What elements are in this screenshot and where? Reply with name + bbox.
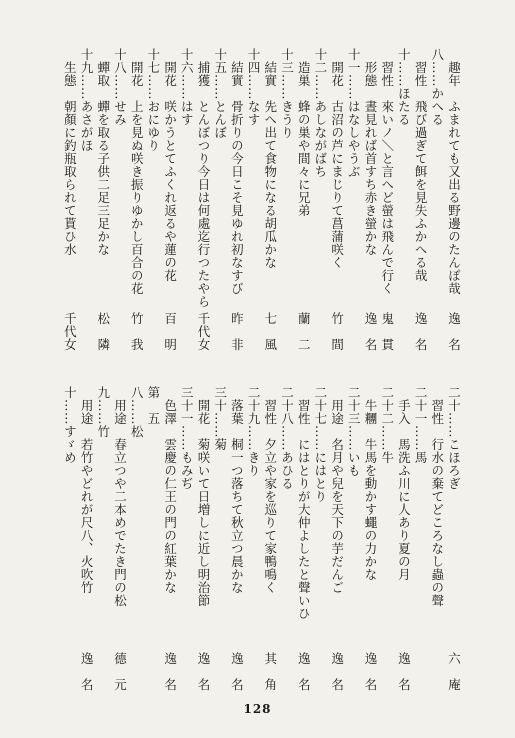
column-text: 習性 にはとりが大仲よしたと聲いひ (296, 386, 312, 620)
lower-column (347, 386, 360, 477)
lower-column (197, 386, 210, 607)
upper-column (447, 48, 460, 295)
column-attribution: 逸 名 (196, 652, 211, 691)
lower-column (130, 386, 143, 438)
upper-column (313, 48, 326, 178)
upper-column (430, 48, 443, 126)
column-text: 習性 飛び過ぎて餌を見失ふかへる哉 (413, 48, 429, 282)
column-attribution: 逸 名 (229, 652, 245, 691)
column-attribution: 逸 名 (162, 652, 178, 691)
page-number: 128 (243, 702, 272, 716)
column-text: 八……松 (129, 386, 145, 438)
upper-column (163, 48, 176, 282)
column-attribution: 其 角 (262, 652, 278, 691)
upper-column (263, 48, 276, 269)
column-attribution: 昨 非 (229, 312, 245, 351)
lower-column (430, 386, 443, 607)
upper-column (297, 48, 310, 217)
column-text: 二十九……きり (246, 386, 262, 477)
lower-column (230, 386, 243, 594)
column-text: 十六……はす (179, 48, 195, 126)
column-text: 習性 來いノ＼と言へど螢は飛んで行く (379, 48, 395, 295)
column-text: 落葉 桐一つ落ちて秋立つ晨かな (229, 386, 245, 594)
column-text: 二十一……馬 (413, 386, 429, 464)
column-text: 捕獲 とんぼつり今日は何處迄行つたやら (196, 48, 211, 308)
lower-column (113, 386, 126, 607)
lower-column (96, 386, 109, 438)
column-attribution: 逸 名 (79, 652, 95, 691)
lower-column (313, 386, 326, 503)
column-attribution: 竹 我 (129, 312, 145, 351)
column-text: 第 五 (145, 386, 161, 425)
column-text: 結實 骨折りの今日こそ見ゆれ初なすび (229, 48, 245, 295)
column-text: 三十一……もみぢ (179, 386, 195, 490)
lower-column (146, 386, 159, 425)
column-text: 十九……あさがほ (79, 48, 95, 152)
column-text: 形態 晝見れば首すち赤き螢かな (363, 48, 378, 256)
column-text: 十二……あしながばち (312, 48, 328, 178)
upper-column (80, 48, 93, 152)
upper-column (330, 48, 343, 269)
lower-column (380, 386, 393, 464)
column-attribution: 逸 名 (363, 312, 378, 351)
column-attribution: 千代女 (196, 312, 211, 351)
column-attribution: 逸 名 (363, 652, 378, 691)
lower-column (447, 386, 460, 490)
lower-column (80, 386, 93, 594)
column-text: 十……すゞめ (62, 386, 78, 464)
column-text: 十七……おにゆり (145, 48, 161, 152)
column-text: 十八……せみ (112, 48, 128, 126)
column-text: 二十……こほろぎ (446, 386, 462, 490)
column-text: 二十七……にはとり (312, 386, 328, 503)
upper-column (130, 48, 143, 295)
lower-column (63, 386, 76, 464)
lower-column (163, 386, 176, 594)
column-text: 十五……とんぼ (212, 48, 228, 139)
lower-column (297, 386, 310, 620)
column-text: 十……ほたる (396, 48, 412, 126)
lower-column (263, 386, 276, 594)
lower-column (247, 386, 260, 477)
column-text: 開花 菊咲いて日増しに近し明治節 (196, 386, 211, 607)
upper-column (364, 48, 377, 256)
column-attribution: 逸 名 (329, 652, 345, 691)
column-text: 二十八……あひる (279, 386, 295, 490)
column-text: 九……竹 (95, 386, 111, 438)
lower-column (213, 386, 226, 451)
column-text: 十一……はなしやうぶ (346, 48, 362, 178)
upper-column (180, 48, 193, 126)
column-text: 牛糰 牛馬を動かす蠅の力かな (363, 386, 378, 581)
upper-column (380, 48, 393, 295)
column-attribution: 千代女 (62, 312, 78, 351)
lower-column (280, 386, 293, 490)
upper-column (113, 48, 126, 126)
column-attribution: 逸 名 (396, 652, 412, 691)
lower-column (180, 386, 193, 490)
column-text: 用途 春立つや二本めでたき門の松 (112, 386, 128, 607)
column-attribution: 百 明 (162, 312, 178, 351)
upper-column (230, 48, 243, 295)
column-text: 生態 朝顏に釣瓶取られて貰ひ水 (62, 48, 78, 256)
column-text: 開花 咲かうとてふくれ返るや蓮の花 (162, 48, 178, 282)
column-attribution: 七 風 (262, 312, 278, 351)
lower-column (397, 386, 410, 581)
column-attribution: 六 庵 (446, 652, 462, 691)
column-text: 手入 馬洗ふ川に人あり夏の月 (396, 386, 412, 581)
upper-column (96, 48, 109, 256)
column-attribution: 松 隣 (95, 312, 111, 351)
upper-column (63, 48, 76, 256)
column-attribution: 德 元 (112, 652, 128, 691)
column-text: 二十二……牛 (379, 386, 395, 464)
column-text: 開花 古沼の芦にまじりて菖蒲咲く (329, 48, 345, 269)
column-attribution: 逸 名 (446, 312, 462, 351)
upper-column (213, 48, 226, 139)
column-text: 開花 上を見ぬ咲き振りゆかし百合の花 (129, 48, 145, 295)
upper-column (247, 48, 260, 126)
column-attribution: 鬼 貫 (379, 312, 395, 351)
upper-column (197, 48, 210, 308)
column-text: 趣年 ふまれても又出る野邊のたんぽ哉 (446, 48, 462, 295)
column-text: 用途 名月や兒を天下の芋だんご (329, 386, 345, 594)
column-attribution: 蘭 二 (296, 312, 312, 351)
column-text: 八……かへる (429, 48, 445, 126)
column-text: 造巣 蜂の巣や間々に兄弟 (296, 48, 312, 217)
column-attribution: 逸 名 (413, 312, 429, 351)
upper-column (280, 48, 293, 139)
upper-column (397, 48, 410, 126)
lower-column (414, 386, 427, 464)
upper-column (414, 48, 427, 282)
column-text: 習性 行水の棄てどころなし蟲の聲 (429, 386, 445, 607)
column-text: 色澤 雲慶の仁王の門の紅葉かな (162, 386, 178, 594)
upper-column (146, 48, 159, 152)
column-text: 十四……なす (246, 48, 262, 126)
column-text: 用途 若竹やどれが尺八、火吹竹 (79, 386, 95, 594)
column-text: 十三……きうり (279, 48, 295, 139)
column-text: 結實 先へ出て食物になる胡瓜かな (262, 48, 278, 269)
lower-column (330, 386, 343, 594)
column-attribution: 逸 名 (296, 652, 312, 691)
lower-column (364, 386, 377, 581)
column-text: 蟬取 蟬を取る子供二足三足かな (95, 48, 111, 256)
column-text: 二十三……いも (346, 386, 362, 477)
column-text: 三十……菊 (212, 386, 228, 451)
upper-column (347, 48, 360, 178)
column-attribution: 竹 間 (329, 312, 345, 351)
column-text: 習性 夕立や家を巡りて家鴨鳴く (262, 386, 278, 594)
